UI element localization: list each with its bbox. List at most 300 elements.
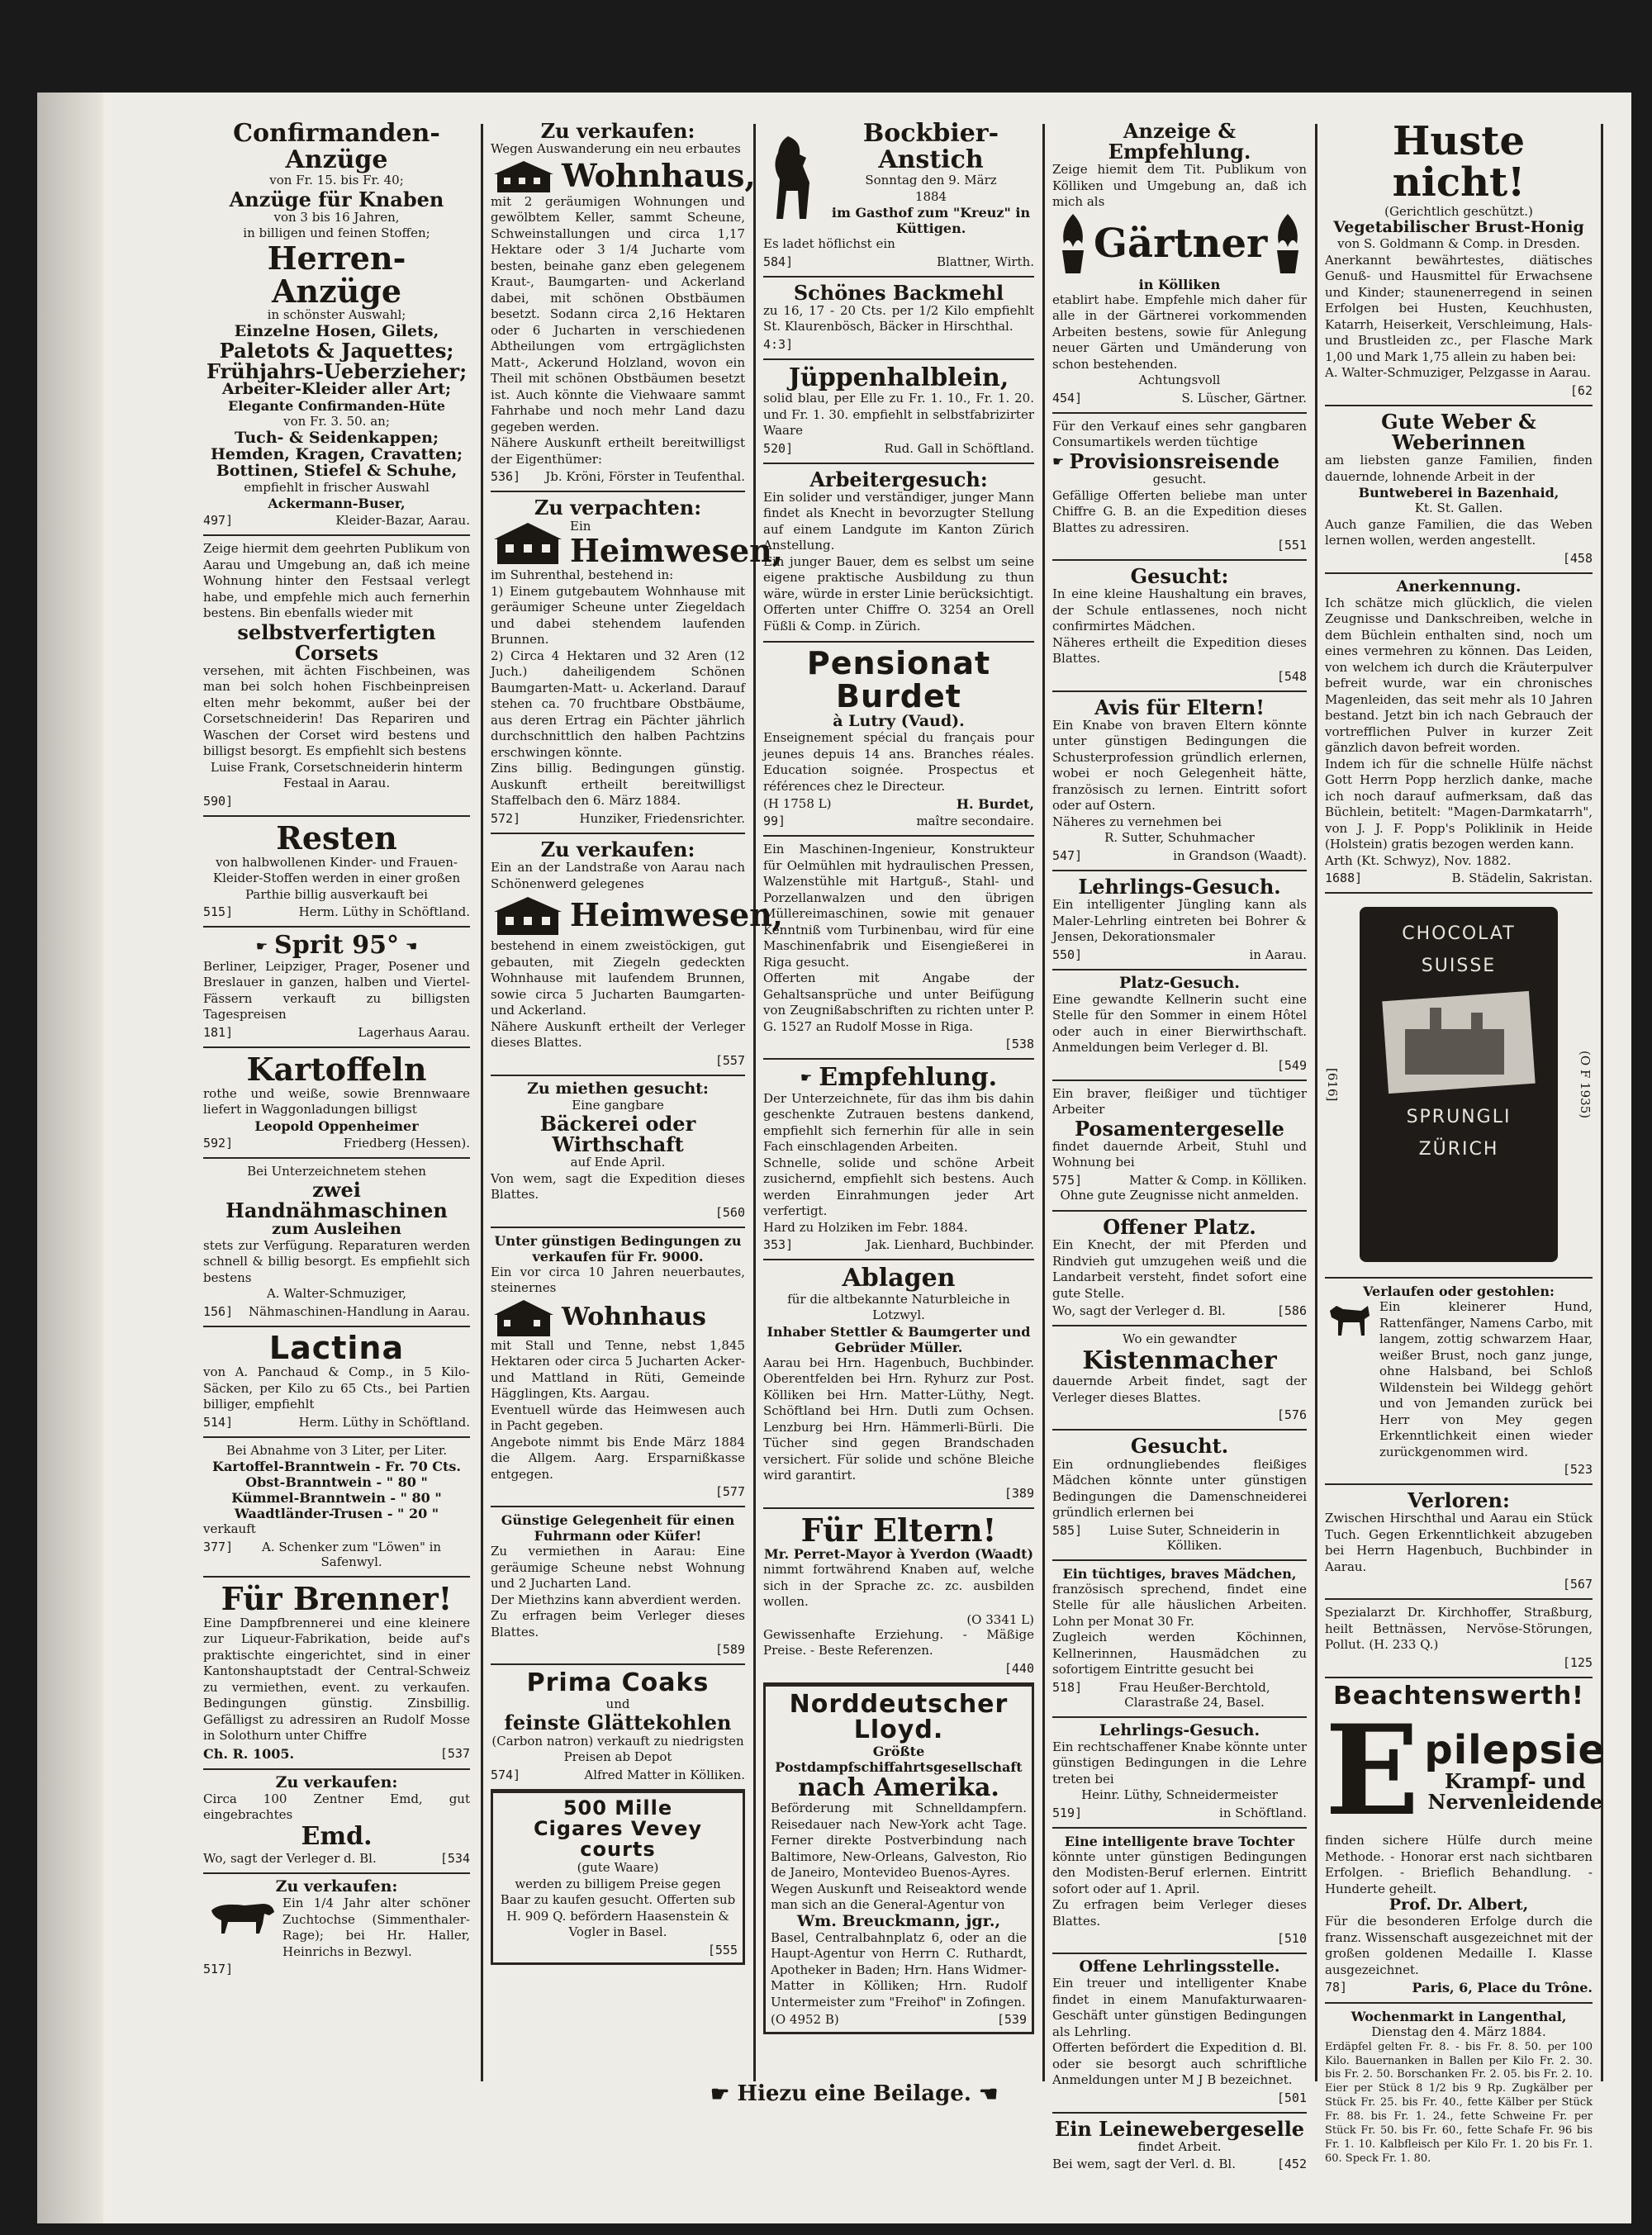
house-icon	[491, 158, 557, 194]
ad-baeckerei	[491, 1076, 745, 1228]
ad-signature: Lagerhaus Aarau.	[358, 1024, 470, 1040]
box-label: CHOCOLAT	[1402, 923, 1516, 945]
ad-text: Offerten befördert die Expedition d. Bl. oder sie besorgt auch schriftliche Anmeldungen unter M J B bezeichnet.	[1052, 2040, 1307, 2087]
ad-number: 518]	[1052, 1679, 1083, 1695]
ad-text: Zwischen Hirschthal und Aarau ein Stück Tuch. Gegen Erkenntlichkeit abzugeben bei Herrn Hagenbuch, Buchbinder in Aarau.	[1325, 1511, 1593, 1574]
ad-heading: Elegante Confirmanden-Hüte	[228, 398, 445, 415]
ad-number: 514]	[203, 1414, 234, 1430]
ad-text: mit Stall und Tenne, nebst 1,845 Hektaren oder circa 5 Jucharten Acker- und Mattland in Rüti, Gemeinde Hägglingen, Kts. Aargau.	[491, 1337, 745, 1402]
ad-heading: à Lutry (Vaud).	[833, 712, 965, 731]
ad-number: 4:3]	[763, 336, 794, 352]
pointing-hand-icon: ☛	[800, 1070, 813, 1086]
ad-text: Zu erfragen beim Verleger dieses Blattes.	[491, 1608, 745, 1639]
ad-number: 574]	[491, 1767, 521, 1782]
ad-text: (Carbon natron) verkauft zu niedrigsten Preisen ab Depot	[491, 1733, 744, 1765]
ad-number: [616]	[1325, 1067, 1340, 1102]
ad-title: Anzeige & Empfehlung.	[1108, 119, 1251, 164]
ad-text: im Suhrenthal, bestehend in:	[491, 567, 674, 583]
ad-text: finden sichere Hülfe durch meine Methode. - Honorar erst nach sichtbaren Erfolgen. - Brieflich Behandlung. - Hunderte geheilt.	[1325, 1833, 1593, 1896]
ad-title: Offene Lehrlingsstelle.	[1079, 1957, 1280, 1976]
ad-braves-maedchen	[1052, 1561, 1307, 1718]
box-label: ZÜRICH	[1418, 1139, 1499, 1160]
ad-cigares	[491, 1791, 745, 1965]
ad-signature: H. Burdet,	[956, 796, 1034, 813]
ad-text: Dienstag den 4. März 1884.	[1371, 2024, 1546, 2040]
ad-text: Wegen Auskunft und Reiseaktord wende man sich an die General-Agentur von	[771, 1881, 1027, 1913]
ad-platz-gesuch	[1052, 970, 1307, 1081]
ad-title: Arbeitergesuch:	[809, 467, 988, 491]
ad-number: [560	[714, 1204, 745, 1220]
ad-text: für die altbekannte Naturbleiche in Lotzwyl.	[787, 1291, 1010, 1323]
column-rule	[481, 124, 483, 2081]
ad-initial: E	[1325, 1698, 1420, 1844]
ad-text: Offerten unter Chiffre O. 3254 an Orell Füßli & Comp. in Zürich.	[763, 602, 1034, 633]
ad-heading: Gärtner	[1094, 220, 1268, 267]
ad-title: Verlaufen oder gestohlen:	[1363, 1284, 1555, 1300]
ad-signature: maître secondaire.	[916, 814, 1034, 829]
ad-number: 575]	[1052, 1172, 1083, 1188]
box-label: SUISSE	[1421, 956, 1497, 977]
ad-heading: Heimwesen,	[570, 532, 784, 570]
ad-signature: R. Sutter, Schuhmacher	[1104, 830, 1255, 846]
ad-number: [567	[1562, 1577, 1593, 1592]
ad-heading: zum Ausleihen	[272, 1219, 401, 1238]
ad-text: von A. Panchaud & Comp., in 5 Kilo-Säcken, per Kilo zu 65 Cts., bei Partien billiger, empfiehlt	[203, 1364, 470, 1412]
ad-text: Näheres ertheilt die Expedition dieses Blattes.	[1052, 634, 1307, 667]
ad-text: mit 2 geräumigen Wohnungen und gewölbtem Keller, sammt Scheune, Schweinstallungen und circa 1,17 Hektare oder 3 1/4 Jucharte vom besten, beinahe ganz eben gelegenem Kraut-, Baumgarten- und Ackerland dabei, mit schönen Obstbäumen besetzt. Sodann circa 2,16 Hektaren oder 6 Jucharten in verschiedenen Abtheilungen vom ertrgäglichsten Matt-, Ackerund Holzland, wovon ein Theil mit schönen Obstbäumen besetzt ist. Auch könnte die Viehwaare sammt Fahrhabe und noch mehr Land dazu gegeben werden.	[491, 193, 745, 434]
ad-text: Ein Knecht, der mit Pferden und Rindvieh gut umzugehen weiß und die Landarbeit versteht, findet sofort eine gute Stelle.	[1052, 1237, 1307, 1301]
ad-number: 515]	[203, 904, 234, 920]
ad-title: Lehrlings-Gesuch.	[1099, 1720, 1260, 1739]
ad-text: Bei Unterzeichnetem stehen	[247, 1163, 426, 1179]
factory-picture-icon	[1380, 988, 1537, 1095]
ad-heading: Herren-Anzüge	[267, 239, 406, 310]
ad-text: Kt. St. Gallen.	[1414, 501, 1503, 516]
ad-title: Für Brenner!	[221, 1579, 453, 1617]
ad-norddeutscher-lloyd	[763, 1684, 1034, 2034]
ad-text: 1884	[914, 188, 947, 204]
ad-text: werden zu billigem Preise gegen Baar zu kaufen gesucht. Offerten sub H. 909 Q. befördern Haasenstein & Vogler in Basel.	[500, 1876, 736, 1940]
ad-title: Huste nicht!	[1392, 118, 1526, 206]
footer-text: Hiezu eine Beilage.	[737, 2081, 971, 2106]
ad-text: könnte unter günstigen Bedingungen den Modisten-Beruf erlernen. Eintritt sofort oder auf 1. April.	[1052, 1848, 1307, 1896]
ad-signature: Rud. Gall in Schöftland.	[884, 440, 1034, 456]
ad-maschinen-ingenieur	[763, 837, 1034, 1060]
pointing-hand-icon: ☛	[255, 937, 268, 954]
ad-number: 584]	[763, 254, 794, 269]
ad-signature: Jb. Kröni, Förster in Teufenthal.	[545, 469, 745, 485]
ad-wohnhaus-9000	[491, 1228, 745, 1508]
ad-place: in Kölliken	[1138, 276, 1221, 292]
ad-number: [452	[1276, 2157, 1307, 2172]
ad-heading: Vegetabilischer Brust-Honig	[1333, 218, 1584, 237]
ad-number: 572]	[491, 810, 521, 826]
ad-title: Offener Platz.	[1103, 1215, 1256, 1240]
ad-title: Gute Weber & Weberinnen	[1381, 409, 1536, 454]
ad-offener-platz	[1052, 1212, 1307, 1326]
ad-corsets	[203, 536, 470, 817]
ad-title: Ein tüchtiges, braves Mädchen,	[1062, 1565, 1297, 1582]
ad-firm: Wm. Breuckmann, jgr.,	[796, 1911, 1001, 1930]
ad-text: in schönster Auswahl;	[267, 307, 406, 323]
dog-icon	[1325, 1299, 1374, 1339]
ad-sprit	[203, 928, 470, 1048]
ad-code: (H 1758 L)	[763, 796, 832, 812]
ad-title: Ein Leinewebergeselle	[1054, 2116, 1305, 2141]
ad-arbeitergesuch	[763, 464, 1034, 643]
ad-brave-tochter	[1052, 1829, 1307, 1955]
farmhouse-icon	[491, 518, 565, 567]
column-1	[198, 116, 475, 2065]
ad-title: Sprit 95°	[274, 931, 399, 961]
ad-title: Prima Coaks	[526, 1668, 710, 1698]
ad-text: Sonntag den 9. März	[865, 173, 997, 187]
ad-number: 353]	[763, 1237, 794, 1253]
ad-signature: S. Lüscher, Gärtner.	[1181, 390, 1307, 406]
ad-heading: Krampf- und Nervenleidende	[1427, 1769, 1603, 1815]
ad-lehrlings-gesuch-schneider	[1052, 1718, 1307, 1829]
ad-text: Ein ordnungliebendes fleißiges Mädchen könnte unter günstigen Bedingungen die Damenschneiderei gründlich erlernen bei	[1052, 1456, 1307, 1521]
ad-bockbier	[763, 116, 1034, 278]
ad-heading: feinste Glättekohlen	[504, 1711, 732, 1735]
ad-text: Eine gewandte Kellnerin sucht eine Stelle für den Sommer in einem Hôtel oder auch in einer Bierwirthschaft. Anmeldungen beim Verleger d. Bl.	[1052, 991, 1307, 1056]
ad-posamentergeselle	[1052, 1081, 1307, 1212]
ad-code: (O F 1935)	[1578, 1050, 1593, 1119]
ad-text: Wegen Auswanderung ein neu erbautes	[491, 141, 741, 157]
ad-heading: Bäckerei oder Wirthschaft	[539, 1112, 696, 1157]
ad-text: nimmt fortwährend Knaben auf, welche sich in der Sprache zc. zc. ausbilden wollen.	[763, 1562, 1034, 1610]
house-icon	[491, 892, 565, 938]
ad-list-item: 1) Einem gutgebautem Wohnhause mit geräumiger Scheune unter Ziegeldach und dabei stehendem laufenden Brunnen.	[491, 583, 745, 648]
ad-leinewebergeselle	[1052, 2114, 1307, 2179]
ad-number: [538	[1004, 1037, 1034, 1052]
ad-text: Arth (Kt. Schwyz), Nov. 1882.	[1325, 852, 1512, 868]
next-page-edge	[1607, 116, 1631, 2098]
ad-heading: Cigares Vevey courts	[533, 1816, 703, 1861]
ad-text: bestehend in einem zweistöckigen, gut gebauten, mit Ziegeln gedeckten Wohnhause mit laufendem Brunnen, sowie circa 5 Jucharten Baumgarten- und Ackerland.	[491, 938, 745, 1018]
ad-number: [539	[996, 2012, 1027, 2028]
ad-signature: B. Städelin, Sakristan.	[1451, 871, 1593, 886]
ad-signature: Hunziker, Friedensrichter.	[579, 810, 745, 826]
ad-text: Berliner, Leipziger, Prager, Posener und Breslauer in ganzen, halben und Viertel-Fässern verkauft zu billigsten Tagespreisen	[203, 958, 470, 1023]
ad-text: Aarau bei Hrn. Hagenbuch, Buchbinder. Oberentfelden bei Hrn. Ryhurz zur Post. Kölliken bei Hrn. Matter-Lüthy, Negt. Schöftland bei Hrn. Dutli zum Ochsen. Lenzburg bei Hrn. Hämmerli-Bürli. Die Tücher sind gegen Brandschaden versichert. Für solide und schöne Bleiche wird garantirt.	[763, 1355, 1034, 1483]
ad-firm: Buntweberei in Bazenhaid,	[1358, 485, 1559, 501]
ad-title: Zu miethen gesucht:	[527, 1079, 709, 1098]
ad-text: Angebote nimmt bis Ende März 1884 die Allgem. Aarg. Ersparnißkasse entgegen.	[491, 1434, 745, 1482]
ad-heading: nach Amerika.	[798, 1772, 999, 1802]
ad-gute-weber	[1325, 406, 1593, 574]
ad-number: [577	[714, 1484, 745, 1500]
ad-signature: Luise Suter, Schneiderin in Kölliken.	[1108, 1522, 1280, 1553]
ad-title: Avis für Eltern!	[1094, 695, 1265, 719]
ad-spezialarzt	[1325, 1600, 1593, 1678]
ad-title: Zu verkaufen:	[540, 837, 695, 861]
ad-text: Für die besonderen Erfolge durch die franz. Wissenschaft ausgezeichnet mit der großen goldenen Medaille I. Klasse ausgezeichnet.	[1325, 1914, 1593, 1977]
ad-text: auf Ende April.	[570, 1155, 666, 1170]
ad-line: Waadtländer-Trusen - " 20 "	[234, 1506, 439, 1522]
ad-heading: Paletots & Jaquettes;	[219, 338, 454, 363]
ad-signature: Herm. Lüthy in Schöftland.	[298, 1414, 470, 1430]
ad-heading: Anzüge für Knaben	[229, 187, 444, 211]
ad-text: Der Miethzins kann abverdient werden.	[491, 1592, 742, 1607]
ad-wochenmarkt	[1325, 2004, 1593, 2173]
ad-heading: Heimwesen,	[570, 896, 784, 934]
ad-empfehlung	[763, 1060, 1034, 1260]
ad-naehmaschinen	[203, 1159, 470, 1327]
ad-signature: Herm. Lüthy in Schöftland.	[298, 904, 470, 920]
ad-lehrlings-gesuch-maler	[1052, 871, 1307, 970]
ad-title: Günstige Gelegenheit für einen Fuhrmann oder Küfer!	[501, 1512, 735, 1545]
ad-heading: Arbeiter-Kleider aller Art;	[221, 380, 452, 399]
ad-signature: Kleider-Bazar, Aarau.	[335, 513, 470, 529]
ad-resten	[203, 817, 470, 928]
ad-number: [510	[1276, 1931, 1307, 1947]
ad-text: Anerkannt bewährtestes, diätisches Genuß- und Hausmittel für Erwachsene und Kinder; staunenerregend in seinen Erfolgen bei Husten, Keuchhusten, Katarrh, Heiserkeit, Verschleimung, Hals- und Brustleiden zc., per Flasche Mark 1,00 und Mark 1,75 allein zu haben bei:	[1325, 252, 1593, 364]
ad-text: findet Arbeit.	[1137, 2138, 1222, 2154]
ad-text: versehen, mit ächten Fischbeinen, was man bei solch hohen Fischbeinpreisen elten mehr bekommt, außer bei der Corsetschneiderin! Das Repariren und Waschen der Corset wird bestens und billigst besorgt. Es empfiehlt sich bestens	[203, 662, 470, 759]
ad-title: Kistenmacher	[1082, 1345, 1277, 1375]
goat-icon	[763, 133, 821, 224]
ad-title: Provisionsreisende	[1069, 448, 1280, 473]
ad-text: Gefällige Offerten beliebe man unter Chiffre G. B. an die Expedition dieses Blattes zu adressiren.	[1052, 487, 1307, 535]
ad-text: Zins billig. Bedingungen günstig. Auskunft ertheilt bereitwilligst Staffelbach den 6. März 1884.	[491, 761, 745, 809]
ad-title: Norddeutscher Lloyd.	[789, 1689, 1009, 1745]
ad-emd-verkauf	[203, 1770, 470, 1874]
ad-title: Verloren:	[1408, 1488, 1510, 1513]
ad-text: Ein 1/4 Jahr alter schöner Zuchtochse (Simmenthaler-Rage); bei Hr. Haller, Heinrichs in Bezwyl.	[282, 1896, 470, 1959]
ad-title: Jüppenhalblein,	[788, 363, 1009, 392]
ad-number: [557	[714, 1052, 745, 1068]
ad-title: Lehrlings-Gesuch.	[1078, 874, 1281, 899]
ad-text: Gewissenhafte Erziehung. - Mäßige Preise. - Beste Referenzen.	[763, 1626, 1034, 1658]
ad-signature: Luise Frank, Corsetschneiderin hinterm Festaal in Aarau.	[210, 759, 463, 791]
ad-fuhrmann	[491, 1507, 745, 1665]
ad-line: Kümmel-Branntwein - " 80 "	[231, 1490, 442, 1507]
ad-text: Wo, sagt der Verleger d. Bl.	[1052, 1303, 1226, 1319]
plant-pot-icon	[1052, 211, 1094, 277]
ad-heading: Größte	[872, 1743, 925, 1759]
ad-signature: Frau Heußer-Berchtold, Clarastraße 24, Basel.	[1118, 1679, 1270, 1710]
ad-title: 500 Mille	[563, 1796, 673, 1820]
ad-number: 520]	[763, 440, 794, 456]
ad-number: [586	[1276, 1303, 1307, 1319]
ad-signature: A. Walter-Schmuziger,	[266, 1286, 407, 1301]
ad-heading: pilepsie	[1424, 1726, 1607, 1773]
ad-title: Emd.	[301, 1821, 373, 1851]
ad-text: Ich schätze mich glücklich, die vielen Zeugnisse und Dankschreiben, welche in dem Büchlein enthalten sind, noch um eines vermehren zu können. Das Leiden, von welchem ich durch die Kräuterpulver befreit wurde, war ein chronisches Magenleiden, das seit mehr als 10 Jahren bestand. Jetzt bin ich nach Gebrauch der vortrefflichen Pulver in kurzer Zeit gänzlich davon befreit worden.	[1325, 595, 1593, 756]
ad-heimwesen-verkauf	[491, 834, 784, 1076]
ad-title: Lactina	[268, 1329, 405, 1366]
ad-text: (gute Waare)	[577, 1860, 659, 1876]
ad-text: Eventuell würde das Heimwesen auch in Pacht gegeben.	[491, 1402, 745, 1434]
ad-text: Zu erfragen beim Verleger dieses Blattes.	[1052, 1897, 1307, 1929]
ad-number: [389	[1004, 1485, 1034, 1501]
ad-signature: Nähmaschinen-Handlung in Aarau.	[248, 1303, 470, 1319]
ad-title: Zu verkaufen:	[275, 1772, 398, 1791]
ad-zuchtochse	[203, 1874, 470, 1983]
ad-title: selbstverfertigten Corsets	[237, 619, 436, 665]
ad-text: Ein intelligenter Jüngling kann als Maler-Lehrling eintreten bei Bohrer & Jensen, Dekorationsmaler	[1052, 897, 1307, 945]
ad-text: Ein kleinerer Hund, Rattenfänger, Namens Carbo, mit langem, zottig schwarzem Haar, weißer Brust, noch ganz junge, ohne Halsband, bei Schloß Wildenstein bei Wildegg gehört und von Jemanden zurück bei Herr von Mey gegen Erkenntlichkeit einen wieder zurückgenommen wird.	[1379, 1299, 1593, 1459]
pointing-hand-icon: ☛	[1052, 453, 1065, 469]
plant-pot-icon	[1267, 211, 1308, 277]
ad-heading: Tuch- & Seidenkappen;	[234, 428, 439, 447]
ad-text: empfiehlt in frischer Auswahl	[244, 479, 430, 495]
ad-wohnhaus-verkauf	[491, 116, 756, 492]
ad-text: Für den Verkauf eines sehr gangbaren Consumartikels werden tüchtige	[1052, 418, 1307, 450]
ad-title: Kartoffeln	[246, 1050, 427, 1088]
ad-number: [523	[1562, 1462, 1593, 1478]
ad-code: (O 3341 L)	[966, 1611, 1034, 1627]
ad-signature: Heinr. Lüthy, Schneidermeister	[1081, 1787, 1278, 1803]
ad-text: Zeige hiermit dem geehrten Publikum von Aarau und Umgebung an, daß ich meine Wohnung hinter den Festsaal verlegt habe, und empfehle mich auch fernerhin bestens. Bin ebenfalls wieder mit	[203, 541, 470, 621]
ad-code: (O 4952 B)	[771, 2012, 839, 2028]
ad-text: findet dauernde Arbeit, Stuhl und Wohnung bei	[1052, 1138, 1307, 1170]
ad-number: 590]	[203, 793, 234, 809]
ad-text: Ein	[570, 518, 591, 534]
ad-gesucht-schneiderei	[1052, 1431, 1307, 1560]
ad-text: In eine kleine Haushaltung ein braves, der Schule entlassenes, noch nicht confirmirtes Mädchen.	[1052, 586, 1307, 634]
ad-text: von 3 bis 16 Jahren,	[273, 209, 400, 225]
ad-text: Ein solider und verständiger, junger Mann findet als Knecht in bevorzugter Stellung auf einem Landgute im Kanton Zürich Anstellung.	[763, 489, 1034, 553]
ad-text: solid blau, per Elle zu Fr. 1. 10., Fr. 1. 20. und Fr. 1. 30. empfiehlt in selbstfabrizirter Waare	[763, 391, 1034, 439]
ad-list-item: 2) Circa 4 Hektaren und 32 Aren (12 Juch.) daheiligendem Schönen Baumgarten-Matt- u. Ackerland. Darauf stehen ca. 70 fruchtbare Obstbäume, aus deren Ertrag ein Pächter jährlich durchschnittlich den halben Pachtzins erschwingen könnte.	[491, 648, 745, 760]
ad-text: Offerten mit Angabe der Gehaltsansprüche und unter Beifügung von Zeugnißabschriften zu richten unter P. G. 1527 an Rudolf Mosse in Riga.	[763, 970, 1034, 1034]
ad-code: Ch. R. 1005.	[203, 1745, 295, 1762]
ad-text: Von wem, sagt die Expedition dieses Blattes.	[491, 1170, 745, 1203]
ad-number: 181]	[203, 1024, 234, 1040]
ad-text: Zugleich werden Köchinnen, Kellnerinnen, Hausmädchen zu sofortigem Eintritte gesucht bei	[1052, 1630, 1307, 1677]
ad-firm: Ackermann-Buser,	[268, 496, 406, 512]
ad-number: [501	[1276, 2090, 1307, 2105]
ad-line: Kartoffel-Branntwein - Fr. 70 Cts.	[212, 1459, 461, 1475]
ad-anerkennung	[1325, 574, 1593, 894]
ad-offene-lehrlingsstelle	[1052, 1954, 1307, 2113]
ad-number: [551	[1276, 538, 1307, 553]
ad-title: Resten	[276, 819, 397, 857]
ad-huste-nicht	[1325, 116, 1593, 406]
ad-signature: Alfred Matter in Kölliken.	[584, 1767, 745, 1782]
ad-text: Zeige hiemit dem Tit. Publikum von Kölliken und Umgebung an, daß ich mich als	[1052, 162, 1307, 210]
ad-text: am liebsten ganze Familien, finden dauernde, lohnende Arbeit in der	[1325, 453, 1593, 484]
ad-text: Ein rechtschaffener Knabe könnte unter günstigen Bedingungen in die Lehre treten bei	[1052, 1739, 1307, 1787]
ad-gesucht-maedchen	[1052, 561, 1307, 692]
ad-text: Eine gangbare	[572, 1097, 664, 1113]
ad-title: Für Eltern!	[800, 1511, 997, 1549]
ad-text: Achtungsvoll	[1138, 372, 1221, 388]
ad-text: Basel, Centralbahnplatz 6, oder an die Haupt-Agentur von Herrn C. Ruthardt, Apotheker in Baden; Hrn. Hans Widmer-Matter in Kölliken; Hrn. Rudolf Untermeister zum "Freihof" in Zofingen.	[771, 1929, 1027, 2010]
ad-text: Schnelle, solide und schöne Arbeit zusichernd, empfiehlt sich bestens. Auch werden Einrahmungen jeder Art verfertigt.	[763, 1155, 1034, 1219]
ad-text: in billigen und feinen Stoffen;	[243, 225, 430, 241]
ad-number: [537	[439, 1745, 470, 1761]
ad-branntwein	[203, 1438, 470, 1578]
ad-number: 454]	[1052, 390, 1083, 406]
ad-text: A. Walter-Schmuziger, Pelzgasse in Aarau.	[1325, 365, 1591, 381]
ad-fuer-eltern	[763, 1509, 1034, 1684]
ad-text: Ohne gute Zeugnisse nicht anmelden.	[1060, 1187, 1299, 1203]
ad-signature: A. Schenker zum "Löwen" in Safenwyl.	[262, 1539, 442, 1569]
ad-coaks	[491, 1665, 745, 1790]
ad-heading: Wohnhaus	[562, 1303, 706, 1332]
ad-title: Zu verkaufen:	[540, 119, 695, 143]
ad-kartoffeln	[203, 1048, 470, 1159]
column-rule	[1042, 124, 1045, 2081]
ad-text: französisch sprechend, findet eine Stelle für alle häuslichen Arbeiten. Lohn per Monat 30 Fr.	[1052, 1581, 1307, 1629]
ad-number: 78]	[1325, 1980, 1348, 1995]
ad-title: Zu verpachten:	[534, 496, 702, 520]
ad-text: Bei wem, sagt der Verl. d. Bl.	[1052, 2157, 1236, 2172]
ad-text: Näheres zu vernehmen bei	[1052, 814, 1222, 829]
ad-provisionsreisende	[1052, 414, 1307, 561]
pointing-hand-icon: ☚	[405, 937, 418, 954]
ad-number: 99]	[763, 814, 786, 829]
ad-number: [548	[1276, 668, 1307, 684]
ad-title: Gesucht:	[1130, 564, 1229, 589]
ad-text: Der Unterzeichnete, für das ihm bis dahin geschenkte Zutrauen bestens dankend, empfiehlt sich fernerhin für alle in sein Fach einschlagenden Arbeiten.	[763, 1090, 1034, 1155]
ad-text: Eine Dampfbrennerei und eine kleinere zur Liqueur-Fabrikation, beide auf's praktischte eingerichtet, sind in einer Kantonshauptstadt der Central-Schweiz zu vermiethen, event. zu verkaufen. Bedingungen günstig. Zinsbillig. Gefälligst zu adressiren an Rudolf Mosse in Solothurn unter Chiffre	[203, 1615, 470, 1744]
house-icon	[491, 1297, 557, 1338]
ad-number: [125	[1562, 1654, 1593, 1670]
ad-signature: Jak. Lienhard, Buchbinder.	[866, 1237, 1034, 1253]
ad-title: Gesucht.	[1130, 1434, 1229, 1459]
ad-number: 536]	[491, 469, 521, 485]
ad-firm: Mr. Perret-Mayor à Yverdon (Waadt)	[763, 1546, 1034, 1563]
ad-title: Beachtenswerth!	[1333, 1681, 1584, 1711]
ad-text: dauernde Arbeit findet, sagt der Verleger dieses Blattes.	[1052, 1374, 1307, 1405]
ad-signature: in Aarau.	[1249, 947, 1307, 962]
ad-chocolat-suisse	[1325, 894, 1593, 1279]
ad-number: [549	[1276, 1057, 1307, 1073]
ad-text: von Fr. 15. bis Fr. 40;	[269, 173, 404, 187]
ad-place: im Gasthof zum "Kreuz" in Küttigen.	[831, 205, 1031, 236]
ad-text: Bei Abnahme von 3 Liter, per Liter.	[225, 1442, 448, 1458]
ad-number: [440	[1004, 1660, 1034, 1676]
ad-title: Zu verkaufen:	[275, 1877, 398, 1896]
page-gutter	[37, 93, 103, 2223]
ad-title: Bockbier-Anstich	[862, 119, 999, 174]
ad-number: [534	[439, 1851, 470, 1867]
ad-text: Hard zu Holziken im Febr. 1884.	[763, 1219, 968, 1235]
column-5	[1320, 116, 1607, 2165]
footer-note	[710, 2081, 998, 2107]
ad-number: [458	[1562, 550, 1593, 566]
ad-text: Ein junger Bauer, dem es selbst um seine eigene praktische Ausbildung zu thun wäre, würde in erster Linie berücksichtigt.	[763, 553, 1034, 601]
ad-text: Nähere Auskunft ertheilt der Verleger dieses Blattes.	[491, 1018, 745, 1051]
ad-heading: Frühjahrs-Ueberzieher;	[206, 359, 468, 384]
ad-text: Spezialarzt Dr. Kirchhoffer, Straßburg, heilt Bettnässen, Nervöse-Störungen, Pollut. (H. 233 Q.)	[1325, 1605, 1593, 1653]
ad-text: etablirt habe. Empfehle mich daher für alle in der Gärtnerei vorkommenden Arbeiten bestens, sowie für Anlegung neuer Gärten und Umänderung von schon bestehenden.	[1052, 292, 1307, 372]
ad-text: von Fr. 3. 50. an;	[283, 414, 390, 429]
ad-title: Schönes Backmehl	[793, 280, 1004, 305]
ad-number: [589	[714, 1642, 745, 1658]
ad-text: von halbwollenen Kinder- und Frauen-Kleider-Stoffen werden in einer großen Parthie billig ausverkauft bei	[212, 854, 461, 902]
ad-number: [555	[707, 1942, 738, 1957]
box-label: SPRUNGLI	[1406, 1107, 1512, 1128]
ad-number: 550]	[1052, 947, 1083, 962]
ad-title: Pensionat Burdet	[806, 645, 991, 715]
ad-signature: Prof. Dr. Albert,	[1389, 1896, 1529, 1915]
ad-text: Ein treuer und intelligenter Knabe findet in einem Manufakturwaaren-Geschäft unter günstigen Bedingungen als Lehrling.	[1052, 1976, 1307, 2039]
ad-signature: in Schöftland.	[1219, 1805, 1307, 1820]
ad-number: 547]	[1052, 847, 1083, 863]
column-3	[758, 116, 1039, 2065]
ad-title: Ablagen	[842, 1264, 956, 1293]
ad-hund-verlaufen	[1325, 1279, 1593, 1485]
ad-title: Eine intelligente brave Tochter	[1064, 1833, 1295, 1849]
ad-address: Paris, 6, Place du Trône.	[1412, 1980, 1593, 1996]
ad-ablagen	[763, 1260, 1034, 1509]
ad-text: Ein vor circa 10 Jahren neuerbautes, steinernes	[491, 1264, 745, 1296]
